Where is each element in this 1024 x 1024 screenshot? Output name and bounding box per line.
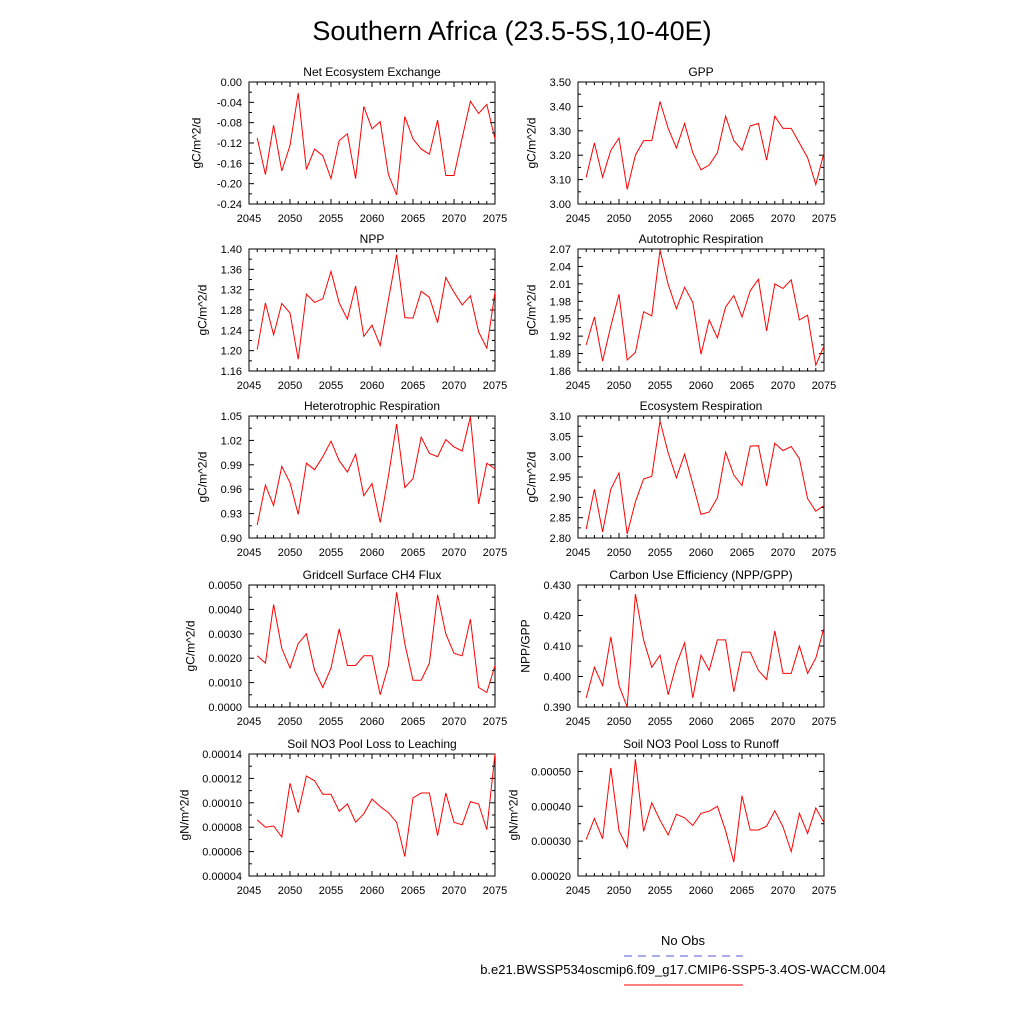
series-line	[586, 421, 824, 534]
chart-panel	[506, 737, 836, 897]
x-tick-label: 2045	[236, 716, 262, 728]
y-tick-label: 0.00012	[202, 773, 242, 786]
plot-frame	[578, 585, 824, 707]
y-tick-label: 0.96	[220, 484, 242, 497]
x-tick-label: 2045	[236, 885, 262, 897]
x-tick-label: 2075	[811, 547, 837, 559]
y-tick-label: 1.95	[549, 313, 571, 326]
x-tick-label: 2055	[647, 885, 673, 897]
y-tick-label: 0.00004	[202, 871, 242, 883]
panel-title: Gridcell Surface CH4 Flux	[302, 568, 442, 582]
x-tick-label: 2050	[277, 547, 303, 559]
series-line	[257, 93, 495, 195]
y-axis-label: NPP/GPP	[518, 619, 533, 673]
y-tick-label: 2.07	[549, 244, 571, 256]
x-tick-label: 2070	[441, 716, 467, 728]
y-axis-label: gC/m^2/d	[183, 620, 198, 672]
y-tick-label: -0.20	[216, 178, 242, 191]
y-tick-label: 1.36	[220, 264, 242, 277]
x-tick-label: 2075	[811, 885, 837, 897]
panel-title: Soil NO3 Pool Loss to Leaching	[287, 737, 457, 751]
x-tick-label: 2055	[647, 380, 673, 392]
x-tick-label: 2060	[688, 547, 714, 559]
y-axis-label: gC/m^2/d	[524, 451, 539, 503]
y-tick-label: 1.02	[220, 435, 242, 448]
x-tick-label: 2055	[318, 547, 344, 559]
x-tick-label: 2060	[359, 547, 385, 559]
y-axis-label: gC/m^2/d	[524, 284, 539, 336]
panel-title: GPP	[688, 65, 714, 79]
x-tick-label: 2065	[400, 716, 426, 728]
plot-frame	[249, 82, 495, 204]
y-axis-label: gC/m^2/d	[195, 284, 210, 336]
series-line	[586, 102, 824, 190]
series-line	[586, 594, 824, 707]
panel-title: NPP	[359, 232, 385, 246]
y-tick-label: 0.99	[220, 459, 242, 472]
plot-frame	[249, 585, 495, 707]
y-tick-label: 0.93	[220, 508, 242, 521]
x-tick-label: 2075	[811, 716, 837, 728]
x-tick-label: 2065	[400, 885, 426, 897]
y-tick-label: 0.00	[220, 77, 242, 89]
x-tick-label: 2065	[400, 547, 426, 559]
y-tick-label: 1.20	[220, 345, 242, 358]
chart-panel	[177, 737, 507, 897]
y-tick-label: 3.05	[549, 431, 571, 444]
y-tick-label: 0.00010	[202, 797, 242, 810]
x-tick-label: 2055	[318, 716, 344, 728]
y-tick-label: 1.24	[220, 325, 242, 338]
panel-title: Net Ecosystem Exchange	[303, 65, 441, 79]
y-tick-label: 0.0000	[208, 702, 242, 714]
y-tick-label: 1.98	[549, 296, 571, 309]
y-tick-label: 2.95	[549, 472, 571, 484]
y-tick-label: 1.32	[220, 284, 242, 297]
y-tick-label: 0.420	[543, 610, 571, 623]
plot-frame	[249, 754, 495, 876]
y-tick-label: 0.00008	[202, 822, 242, 835]
legend-obs-label: No Obs	[660, 933, 706, 948]
y-tick-label: 3.10	[549, 174, 571, 187]
y-tick-label: 0.00014	[202, 749, 242, 761]
x-tick-label: 2050	[606, 213, 632, 225]
x-tick-label: 2065	[729, 716, 755, 728]
y-tick-label: 0.390	[543, 702, 571, 714]
x-tick-label: 2060	[359, 213, 385, 225]
x-tick-label: 2060	[688, 885, 714, 897]
y-tick-label: 0.0030	[208, 628, 242, 641]
y-tick-label: 3.30	[549, 125, 571, 138]
chart-panel	[196, 399, 508, 559]
x-tick-label: 2050	[606, 885, 632, 897]
x-tick-label: 2065	[729, 380, 755, 392]
y-tick-label: -0.12	[216, 138, 242, 150]
x-tick-label: 2050	[277, 716, 303, 728]
chart-panel	[525, 232, 837, 392]
y-tick-label: 1.16	[220, 366, 242, 378]
y-tick-label: 3.20	[549, 150, 571, 163]
x-tick-label: 2070	[770, 716, 796, 728]
y-axis-label: gC/m^2/d	[189, 117, 204, 169]
x-tick-label: 2070	[441, 885, 467, 897]
x-tick-label: 2045	[236, 547, 262, 559]
y-tick-label: 0.410	[543, 641, 571, 653]
x-tick-label: 2075	[811, 380, 837, 392]
y-tick-label: 0.0010	[208, 677, 242, 690]
y-tick-label: 2.80	[549, 533, 571, 545]
x-tick-label: 2065	[729, 213, 755, 225]
y-tick-label: 3.00	[549, 199, 571, 211]
x-tick-label: 2075	[482, 547, 508, 559]
x-tick-label: 2065	[729, 885, 755, 897]
y-tick-label: 2.01	[549, 278, 571, 291]
chart-panel	[196, 232, 508, 392]
x-tick-label: 2070	[770, 547, 796, 559]
chart-panel	[519, 568, 837, 728]
y-tick-label: 0.90	[220, 533, 242, 545]
y-tick-label: 2.04	[549, 261, 571, 274]
series-line	[586, 759, 824, 862]
x-tick-label: 2070	[770, 213, 796, 225]
x-tick-label: 2060	[359, 380, 385, 392]
x-tick-label: 2050	[277, 885, 303, 897]
x-tick-label: 2070	[441, 547, 467, 559]
y-tick-label: -0.24	[216, 199, 242, 211]
y-tick-label: 0.00020	[531, 871, 571, 883]
y-tick-label: 0.00040	[531, 801, 571, 814]
legend	[480, 933, 886, 985]
x-tick-label: 2050	[606, 547, 632, 559]
y-tick-label: 3.00	[549, 451, 571, 464]
plot-frame	[249, 416, 495, 538]
x-tick-label: 2050	[277, 213, 303, 225]
y-tick-label: 1.05	[220, 411, 242, 423]
x-tick-label: 2055	[647, 716, 673, 728]
y-tick-label: 2.90	[549, 492, 571, 505]
y-axis-label: gC/m^2/d	[195, 451, 210, 503]
x-tick-label: 2055	[318, 213, 344, 225]
y-tick-label: 1.28	[220, 305, 242, 317]
y-tick-label: 2.85	[549, 512, 571, 525]
y-tick-label: 3.40	[549, 101, 571, 114]
y-tick-label: 1.40	[220, 244, 242, 256]
panel-title: Soil NO3 Pool Loss to Runoff	[623, 737, 779, 751]
x-tick-label: 2075	[811, 213, 837, 225]
x-tick-label: 2070	[770, 380, 796, 392]
x-tick-label: 2060	[359, 885, 385, 897]
chart-panel	[525, 399, 837, 559]
legend-model-label: b.e21.BWSSP534oscmip6.f09_g17.CMIP6-SSP5-3.4OS-WACCM.004	[480, 962, 886, 977]
x-tick-label: 2045	[236, 380, 262, 392]
x-tick-label: 2075	[482, 213, 508, 225]
panel-title: Heterotrophic Respiration	[303, 399, 441, 413]
x-tick-label: 2065	[400, 380, 426, 392]
y-tick-label: -0.04	[216, 97, 242, 110]
x-tick-label: 2060	[688, 380, 714, 392]
x-tick-label: 2055	[318, 885, 344, 897]
x-tick-label: 2045	[565, 716, 591, 728]
y-tick-label: 0.0020	[208, 653, 242, 666]
figure-title: Southern Africa (23.5-5S,10-40E)	[312, 16, 712, 46]
chart-panel	[183, 568, 507, 728]
panel-title: Ecosystem Respiration	[639, 399, 763, 413]
y-tick-label: 0.00030	[531, 836, 571, 849]
y-tick-label: 0.00006	[202, 846, 242, 859]
y-tick-label: -0.08	[216, 117, 242, 130]
x-tick-label: 2050	[606, 380, 632, 392]
y-axis-label: gN/m^2/d	[506, 789, 521, 841]
plot-frame	[578, 754, 824, 876]
series-line	[257, 592, 495, 695]
x-tick-label: 2070	[441, 380, 467, 392]
x-tick-label: 2070	[770, 885, 796, 897]
x-tick-label: 2055	[647, 547, 673, 559]
series-line	[257, 754, 495, 857]
plot-frame	[578, 416, 824, 538]
x-tick-label: 2045	[565, 213, 591, 225]
x-tick-label: 2045	[565, 380, 591, 392]
plot-frame	[249, 249, 495, 371]
panel-title: Carbon Use Efficiency (NPP/GPP)	[609, 568, 793, 582]
y-tick-label: 3.50	[549, 77, 571, 89]
series-line	[257, 417, 495, 525]
y-tick-label: 1.86	[549, 366, 571, 378]
x-tick-label: 2045	[236, 213, 262, 225]
y-tick-label: 0.00050	[531, 766, 571, 779]
y-tick-label: 0.0040	[208, 604, 242, 617]
y-axis-label: gN/m^2/d	[177, 789, 192, 841]
y-axis-label: gC/m^2/d	[524, 117, 539, 169]
x-tick-label: 2060	[688, 716, 714, 728]
x-tick-label: 2075	[482, 716, 508, 728]
x-tick-label: 2055	[318, 380, 344, 392]
x-tick-label: 2065	[729, 547, 755, 559]
y-tick-label: 1.92	[549, 331, 571, 344]
x-tick-label: 2075	[482, 885, 508, 897]
x-tick-label: 2075	[482, 380, 508, 392]
plot-frame	[578, 82, 824, 204]
x-tick-label: 2065	[400, 213, 426, 225]
x-tick-label: 2060	[359, 716, 385, 728]
series-line	[586, 250, 824, 365]
y-tick-label: 0.430	[543, 580, 571, 592]
x-tick-label: 2045	[565, 885, 591, 897]
x-tick-label: 2050	[277, 380, 303, 392]
x-tick-label: 2060	[688, 213, 714, 225]
chart-panel	[190, 65, 508, 225]
y-tick-label: 1.89	[549, 348, 571, 361]
x-tick-label: 2070	[441, 213, 467, 225]
chart-panel	[525, 65, 837, 225]
panel-grid	[177, 65, 836, 897]
y-tick-label: 0.400	[543, 671, 571, 684]
panel-title: Autotrophic Respiration	[638, 232, 764, 246]
x-tick-label: 2050	[606, 716, 632, 728]
x-tick-label: 2055	[647, 213, 673, 225]
series-line	[257, 255, 495, 360]
y-tick-label: -0.16	[216, 158, 242, 171]
y-tick-label: 0.0050	[208, 580, 242, 592]
x-tick-label: 2045	[565, 547, 591, 559]
y-tick-label: 3.10	[549, 411, 571, 423]
